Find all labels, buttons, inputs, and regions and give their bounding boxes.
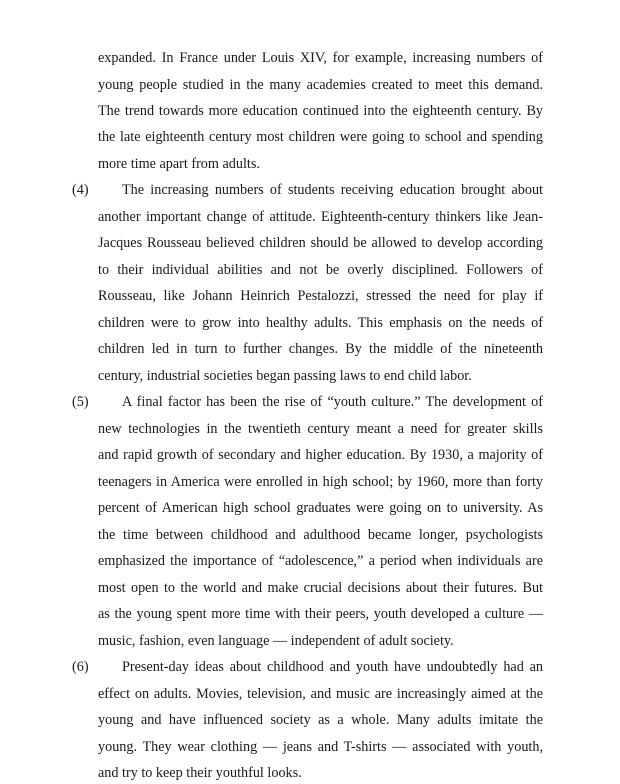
text-line: music, fashion, even language — independent of adult society.: [98, 633, 454, 649]
paragraph-number: (5): [72, 394, 89, 410]
text-line: young people studied in the many academies created to meet this demand.: [98, 77, 543, 93]
text-line: century, industrial societies began passing laws to end child labor.: [98, 368, 472, 384]
text-line: another important change of attitude. Eighteenth-century thinkers like Jean-: [98, 209, 543, 225]
text-line: effect on adults. Movies, television, and music are increasingly aimed at the: [98, 686, 543, 702]
text-line: emphasized the importance of “adolescence,” a period when individuals are: [98, 553, 543, 569]
text-line: young and have influenced society as a whole. Many adults imitate the: [98, 712, 543, 728]
text-line: A final factor has been the rise of “youth culture.” The development of: [122, 394, 543, 410]
paragraph-number: (6): [72, 659, 89, 675]
text-line: more time apart from adults.: [98, 156, 260, 172]
text-line: percent of American high school graduates were going on to university. As: [98, 500, 543, 516]
text-line: and try to keep their youthful looks.: [98, 765, 302, 781]
text-line: Rousseau, like Johann Heinrich Pestalozzi, stressed the need for play if: [98, 288, 543, 304]
text-line: as the young spent more time with their peers, youth developed a culture —: [98, 606, 543, 622]
text-line: new technologies in the twentieth century meant a need for greater skills: [98, 421, 543, 437]
text-line: The increasing numbers of students receiving education brought about: [122, 182, 543, 198]
text-line: teenagers in America were enrolled in high school; by 1960, more than forty: [98, 474, 543, 490]
text-line: children led in turn to further changes. By the middle of the nineteenth: [98, 341, 543, 357]
text-line: and rapid growth of secondary and higher education. By 1930, a majority of: [98, 447, 543, 463]
text-line: the late eighteenth century most children were going to school and spending: [98, 129, 543, 145]
text-line: most open to the world and make crucial decisions about their futures. But: [98, 580, 543, 596]
text-line: children were to grow into healthy adults. This emphasis on the needs of: [98, 315, 543, 331]
text-line: young. They wear clothing — jeans and T-shirts — associated with youth,: [98, 739, 543, 755]
text-line: expanded. In France under Louis XIV, for example, increasing numbers of: [98, 50, 543, 66]
text-line: The trend towards more education continued into the eighteenth century. By: [98, 103, 543, 119]
text-line: Jacques Rousseau believed children should be allowed to develop according: [98, 235, 543, 251]
paragraph-number: (4): [72, 182, 89, 198]
text-line: to their individual abilities and not be overly disciplined. Followers of: [98, 262, 543, 278]
text-line: Present-day ideas about childhood and youth have undoubtedly had an: [122, 659, 543, 675]
text-line: the time between childhood and adulthood became longer, psychologists: [98, 527, 543, 543]
